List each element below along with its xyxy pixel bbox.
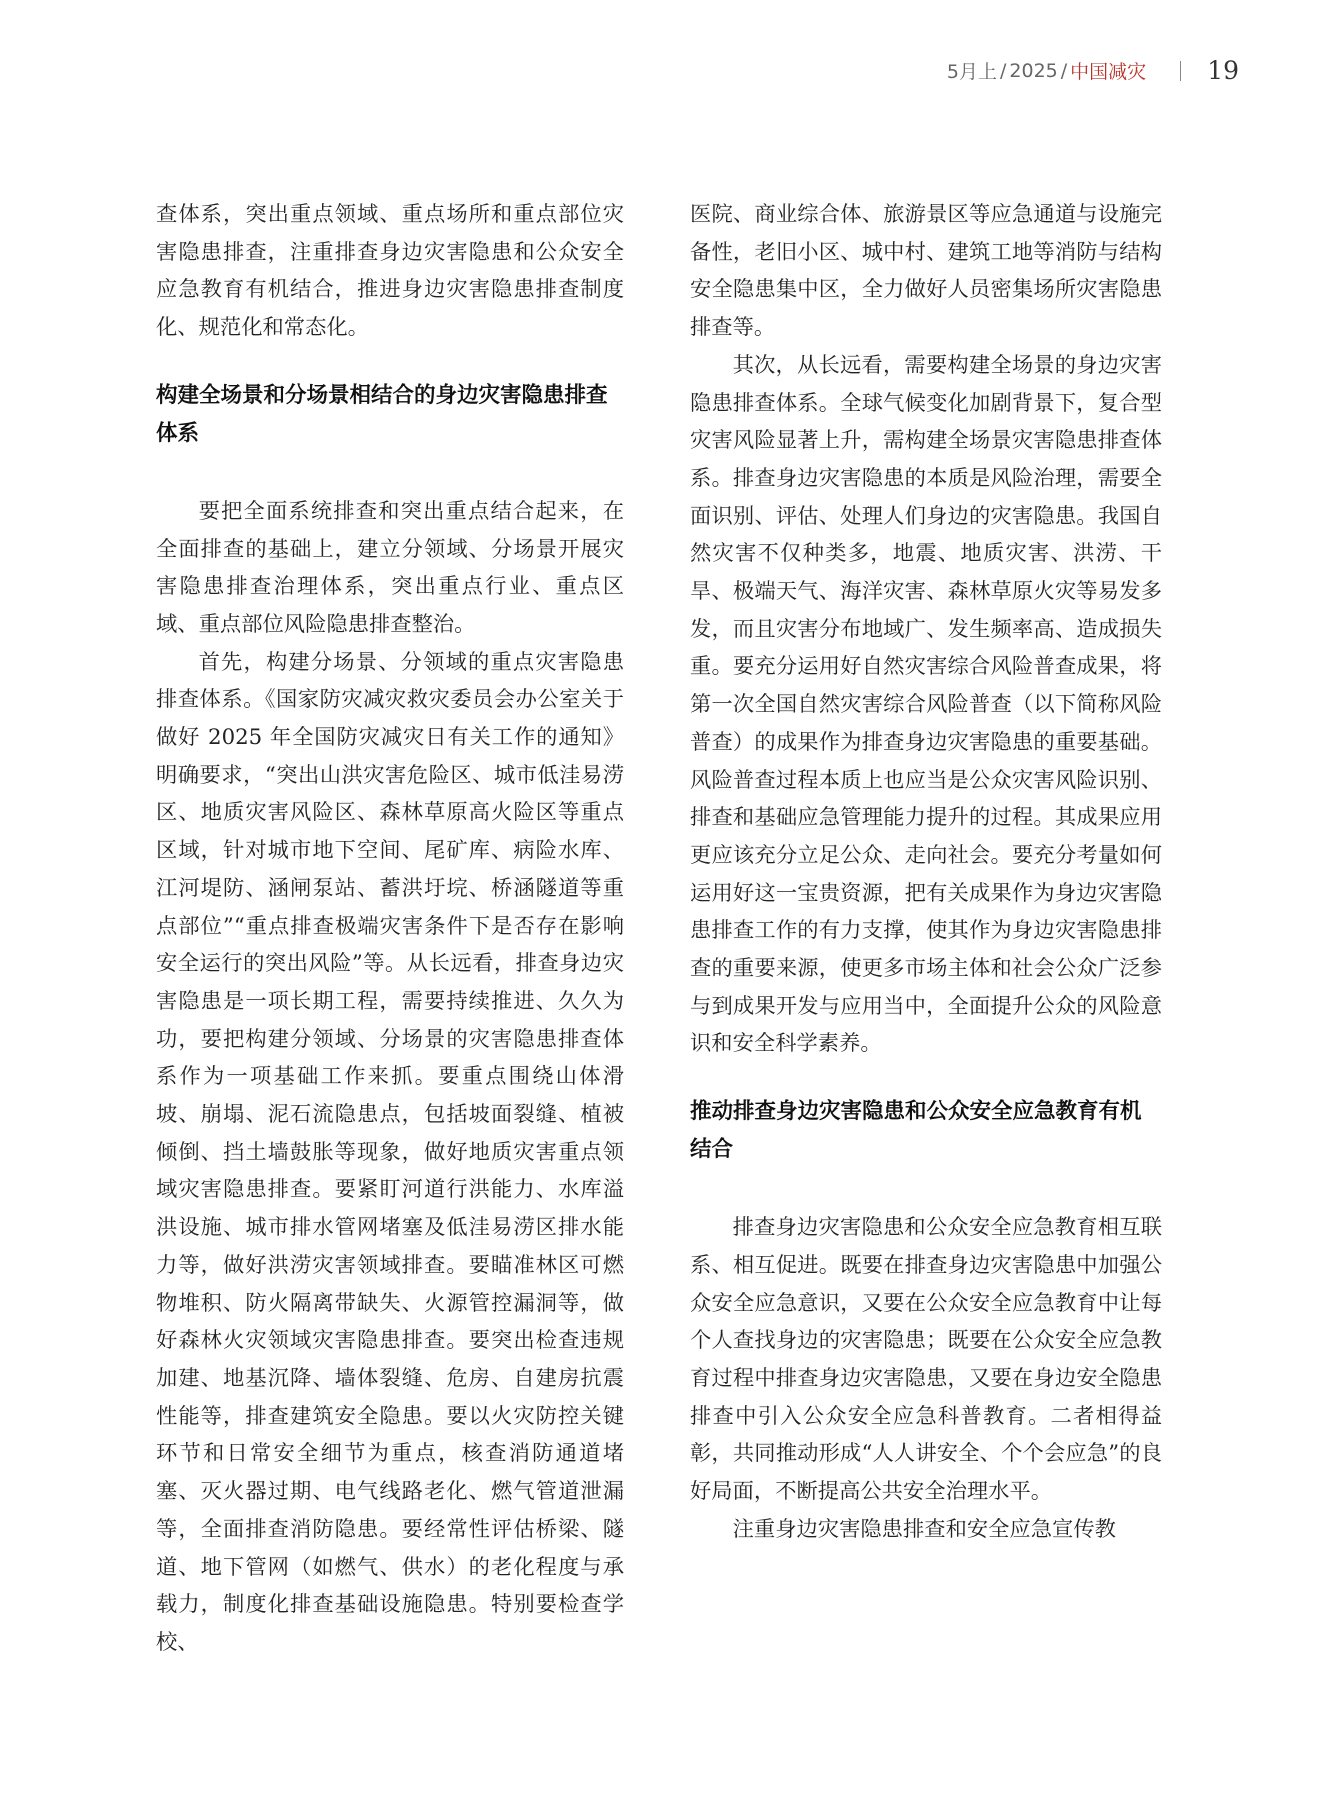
issue-year: 2025 — [1009, 59, 1058, 82]
paragraph: 要把全面系统排查和突出重点结合起来，在全面排查的基础上，建立分领域、分场景开展灾害隐患排查治理体系，突出重点行业、重点区域、重点部位风险隐患排查整治。 — [156, 498, 624, 637]
paragraph: 注重身边灾害隐患排查和安全应急宣传教 — [732, 1516, 1116, 1542]
header-slash: / — [1000, 59, 1007, 82]
page-header — [947, 56, 1239, 85]
left-column — [156, 196, 624, 1662]
header-slash: / — [1060, 59, 1068, 82]
paragraph: 首先，构建分场景、分领域的重点灾害隐患排查体系。《国家防灾减灾救灾委员会办公室关于做好 2025 年全国防灾减灾日有关工作的通知》明确要求，“突出山洪灾害危险区、城市低洼易涝区、地质灾害风险区、森林草原高火险区等重点区域，针对城市地下空间、尾矿库、病险水库、江河堤防、涵闸泵站、蓄洪圩垸、桥涵隧道等重点部位”“重点排查极端灾害条件下是否存在影响安全运行的突出风险”等。从长远看，排查身边灾害隐患是一项长期工程，需要持续推进、久久为功，要把构建分领域、分场景的灾害隐患排查体系作为一项基础工作来抓。要重点围绕山体滑坡、崩塌、泥石流隐患点，包括坡面裂缝、植被倾倒、挡土墙鼓胀等现象，做好地质灾害重点领域灾害隐患排查。要紧盯河道行洪能力、水库溢洪设施、城市排水管网堵塞及低洼易涝区排水能力等，做好洪涝灾害领域排查。要瞄准林区可燃物堆积、防火隔离带缺失、火源管控漏洞等，做好森林火灾领域灾害隐患排查。要突出检查违规加建、地基沉降、墙体裂缝、危房、自建房抗震性能等，排查建筑安全隐患。要以火灾防控关键环节和日常安全细节为重点，核查消防通道堵塞、灭火器过期、电气线路老化、燃气管道泄漏等，全面排查消防隐患。要经常性评估桥梁、隧道、地下管网（如燃气、供水）的老化程度与承载力，制度化排查基础设施隐患。特别要检查学校、 — [156, 649, 624, 1655]
paragraph: 排查身边灾害隐患和公众安全应急教育相互联系、相互促进。既要在排查身边灾害隐患中加强公众安全应急意识，又要在公众安全应急教育中让每个人查找身边的灾害隐患；既要在公众安全应急教育过程中排查身边灾害隐患，又要在身边安全隐患排查中引入公众安全应急科普教育。二者相得益彰，共同推动形成“人人讲安全、个个会应急”的良好局面，不断提高公共安全治理水平。 — [690, 1215, 1162, 1505]
issue-date: 5月上 — [946, 61, 997, 83]
page-number: 19 — [1207, 56, 1239, 85]
header-divider — [1180, 61, 1181, 81]
section-heading: 构建全场景和分场景相结合的身边灾害隐患排查体系 — [156, 382, 608, 446]
right-column — [690, 196, 1162, 1549]
section-heading: 推动排查身边灾害隐患和公众安全应急教育有机结合 — [690, 1099, 1142, 1163]
paragraph: 查体系，突出重点领域、重点场所和重点部位灾害隐患排查，注重排查身边灾害隐患和公众安全应急教育有机结合，推进身边灾害隐患排查制度化、规范化和常态化。 — [156, 202, 624, 341]
paragraph: 医院、商业综合体、旅游景区等应急通道与设施完备性，老旧小区、城中村、建筑工地等消防与结构安全隐患集中区，全力做好人员密集场所灾害隐患排查等。 — [690, 202, 1162, 341]
magazine-name: 中国减灾 — [1070, 61, 1147, 83]
paragraph: 其次，从长远看，需要构建全场景的身边灾害隐患排查体系。全球气候变化加剧背景下，复合型灾害风险显著上升，需构建全场景灾害隐患排查体系。排查身边灾害隐患的本质是风险治理，需要全面识别、评估、处理人们身边的灾害隐患。我国自然灾害不仅种类多，地震、地质灾害、洪涝、干旱、极端天气、海洋灾害、森林草原火灾等易发多发，而且灾害分布地域广、发生频率高、造成损失重。要充分运用好自然灾害综合风险普查成果，将第一次全国自然灾害综合风险普查（以下简称风险普查）的成果作为排查身边灾害隐患的重要基础。风险普查过程本质上也应当是公众灾害风险识别、排查和基础应急管理能力提升的过程。其成果应用更应该充分立足公众、走向社会。要充分考量如何运用好这一宝贵资源，把有关成果作为身边灾害隐患排查工作的有力支撑，使其作为身边灾害隐患排查的重要来源，使更多市场主体和社会公众广泛参与到成果开发与应用当中，全面提升公众的风险意识和安全科学素养。 — [690, 352, 1162, 1057]
